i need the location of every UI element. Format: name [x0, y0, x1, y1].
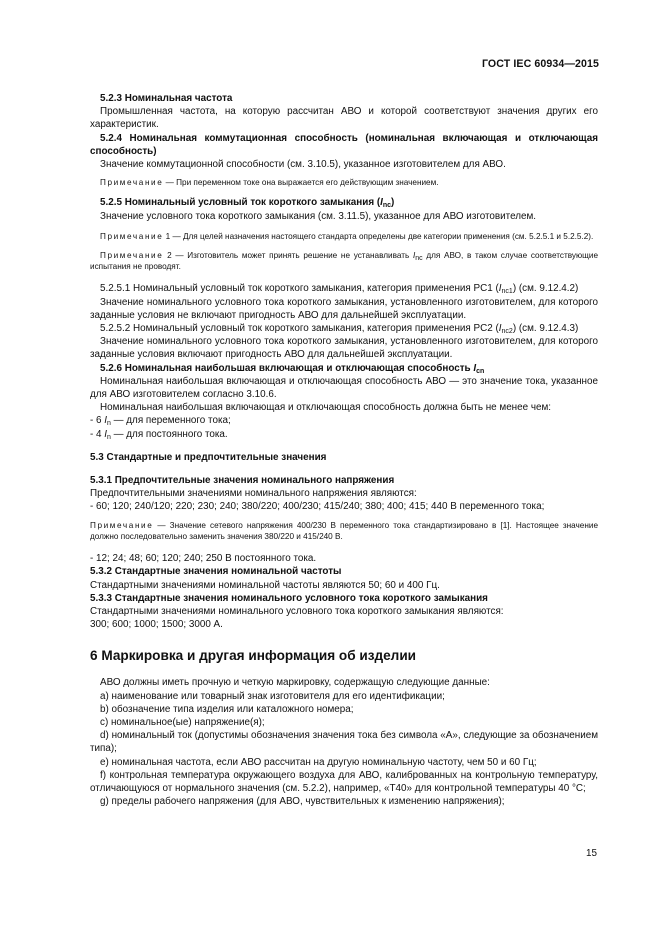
note-label: Примечание	[100, 178, 164, 188]
heading-5-2-3: 5.2.3 Номинальная частота	[100, 93, 233, 104]
heading-5-3: 5.3 Стандартные и предпочтительные значения	[90, 451, 327, 463]
symbol-subscript: cn	[476, 367, 485, 375]
note-text: 2 — Изготовитель может принять решение не устанавливать	[163, 251, 413, 261]
paragraph-5-2-5-2: Значение номинального условного тока короткого замыкания, установленного изготовителем, для которого заданные условия включают пригодность АВО для дальнейшей эксплуатации.	[90, 336, 598, 361]
note-text-end: для АВО, в таком случае соответствующие испытания не проводят.	[90, 251, 598, 272]
list-item-6d: d) номинальный ток (допустимы обозначения значения тока без символа «А», следующие за обозначением типа);	[90, 730, 598, 755]
symbol-i: I	[473, 362, 477, 374]
heading-5-2-5-2	[90, 322, 598, 335]
list-text: - 4	[90, 428, 105, 440]
list-dc-voltages: - 12; 24; 48; 60; 120; 240; 250 В постоянного тока.	[90, 553, 317, 565]
list-item-6a: а) наименование или товарный знак изготовителя для его идентификации;	[100, 690, 445, 702]
heading-text-end: )	[391, 197, 395, 209]
note-5-2-4	[90, 177, 598, 188]
paragraph-5-3-2: Стандартными значениями номинальной частоты являются 50; 60 и 400 Гц.	[90, 579, 440, 591]
page-number: 15	[586, 848, 597, 859]
page-body	[90, 92, 598, 808]
symbol-subscript: nc2	[501, 328, 513, 336]
symbol-i: I	[498, 283, 502, 295]
note-label: Примечание	[100, 231, 164, 241]
list-item-6b: b) обозначение типа изделия или каталожного номера;	[100, 703, 354, 715]
symbol-subscript: n	[107, 420, 111, 428]
heading-text: 5.2.6 Номинальная наибольшая включающая и отключающая способность	[100, 362, 474, 374]
symbol-subscript: nc1	[501, 288, 513, 296]
paragraph-5-3-3: Стандартными значениями номинального условного тока короткого замыкания являются:	[90, 605, 504, 617]
symbol-i: I	[380, 197, 383, 209]
paragraph-6-intro: АВО должны иметь прочную и четкую маркировку, содержащую следующие данные:	[100, 677, 490, 689]
list-item-6e: е) номинальная частота, если АВО рассчитан на другую номинальную частоту, чем 50 и 60 Гц;	[100, 756, 537, 768]
heading-5-2-5-1	[90, 282, 598, 295]
symbol-i: I	[104, 428, 108, 440]
heading-5-2-4: 5.2.4 Номинальная коммутационная способность (номинальная включающая и отключающая способность)	[90, 132, 598, 157]
values-5-3-3: 300; 600; 1000; 1500; 3000 А.	[90, 619, 223, 631]
heading-5-3-3: 5.3.3 Стандартные значения номинального условного тока короткого замыкания	[90, 592, 488, 604]
symbol-i: I	[412, 251, 416, 261]
paragraph-5-2-4: Значение коммутационной способности (см. 3.10.5), указанное изготовителем для АВО.	[100, 159, 506, 171]
heading-text-end: ) (см. 9.12.4.3)	[512, 323, 579, 335]
paragraph-5-2-5: Значение условного тока короткого замыкания (см. 3.11.5), указанное для АВО изготовителем.	[100, 210, 537, 222]
list-item-ac	[90, 414, 598, 427]
heading-section-6: 6 Маркировка и другая информация об изделии	[90, 648, 417, 664]
heading-5-2-5	[90, 196, 598, 209]
symbol-subscript: nc	[382, 202, 392, 210]
heading-text-end: ) (см. 9.12.4.2)	[512, 283, 579, 295]
list-item-6f: f) контрольная температура окружающего воздуха для АВО, калиброванных на контрольную температуру, отличающуюся от нормального значения (см. 5.2.2), например, «Т40» для контрольной температуры 40 °С;	[90, 769, 598, 794]
note-label: Примечание	[100, 251, 164, 261]
paragraph-5-2-5-1: Значение номинального условного тока короткого замыкания, установленного изготовителем, для которого заданные условия не включают пригодность АВО для дальнейшей эксплуатации.	[90, 296, 598, 321]
heading-text: 5.2.5.2 Номинальный условный ток короткого замыкания, категория применения PC2 (	[100, 323, 499, 335]
heading-5-3-2: 5.3.2 Стандартные значения номинальной частоты	[90, 566, 342, 578]
heading-5-3-1: 5.3.1 Предпочтительные значения номинального напряжения	[90, 475, 395, 487]
note-5-2-5-1	[90, 231, 598, 242]
list-text-end: — для переменного тока;	[110, 415, 231, 427]
paragraph-5-2-3: Промышленная частота, на которую рассчитан АВО и которой соответствуют значения других его характеристик.	[90, 106, 598, 131]
symbol-i: I	[498, 323, 502, 335]
paragraph-5-2-6-2: Номинальная наибольшая включающая и отключающая способность должна быть не менее чем:	[100, 402, 552, 414]
symbol-subscript: n	[107, 433, 111, 441]
document-id-header: ГОСТ IEC 60934—2015	[481, 58, 599, 70]
list-text: - 6	[90, 415, 105, 427]
paragraph-5-3-1: Предпочтительными значениями номинального напряжения являются:	[90, 488, 417, 500]
heading-text: 5.2.5.1 Номинальный условный ток короткого замыкания, категория применения PC1 (	[100, 283, 499, 295]
list-text-end: — для постоянного тока.	[110, 428, 228, 440]
note-text: — Значение сетевого напряжения 400/230 В переменного тока стандартизировано в [1]. Настоящее значение должно последовательно заменить значения 380/220 и 415/240 В.	[90, 520, 598, 541]
list-ac-voltages: - 60; 120; 240/120; 220; 230; 240; 380/220; 400/230; 415/240; 380; 400; 415; 440 В переменного тока;	[90, 501, 545, 513]
note-text: 1 — Для целей назначения настоящего стандарта определены две категории применения (см. 5.2.5.1 и 5.2.5.2).	[163, 231, 594, 241]
heading-5-2-6	[90, 362, 598, 375]
note-label: Примечание	[90, 520, 154, 530]
symbol-subscript: nc	[415, 255, 423, 263]
note-text: — При переменном токе она выражается его действующим значением.	[163, 178, 439, 188]
note-5-3-1	[90, 520, 598, 542]
list-item-dc	[90, 428, 598, 441]
symbol-i: I	[104, 415, 108, 427]
paragraph-5-2-6-1: Номинальная наибольшая включающая и отключающая способность АВО — это значение тока, указанное для АВО изготовителем согласно 3.10.6.	[90, 375, 598, 401]
list-item-6g: g) пределы рабочего напряжения (для АВО, чувствительных к изменению напряжения);	[100, 796, 505, 808]
heading-text: 5.2.5 Номинальный условный ток короткого замыкания (	[100, 197, 381, 209]
note-5-2-5-2	[90, 250, 598, 272]
list-item-6c: с) номинальное(ые) напряжение(я);	[100, 716, 265, 728]
